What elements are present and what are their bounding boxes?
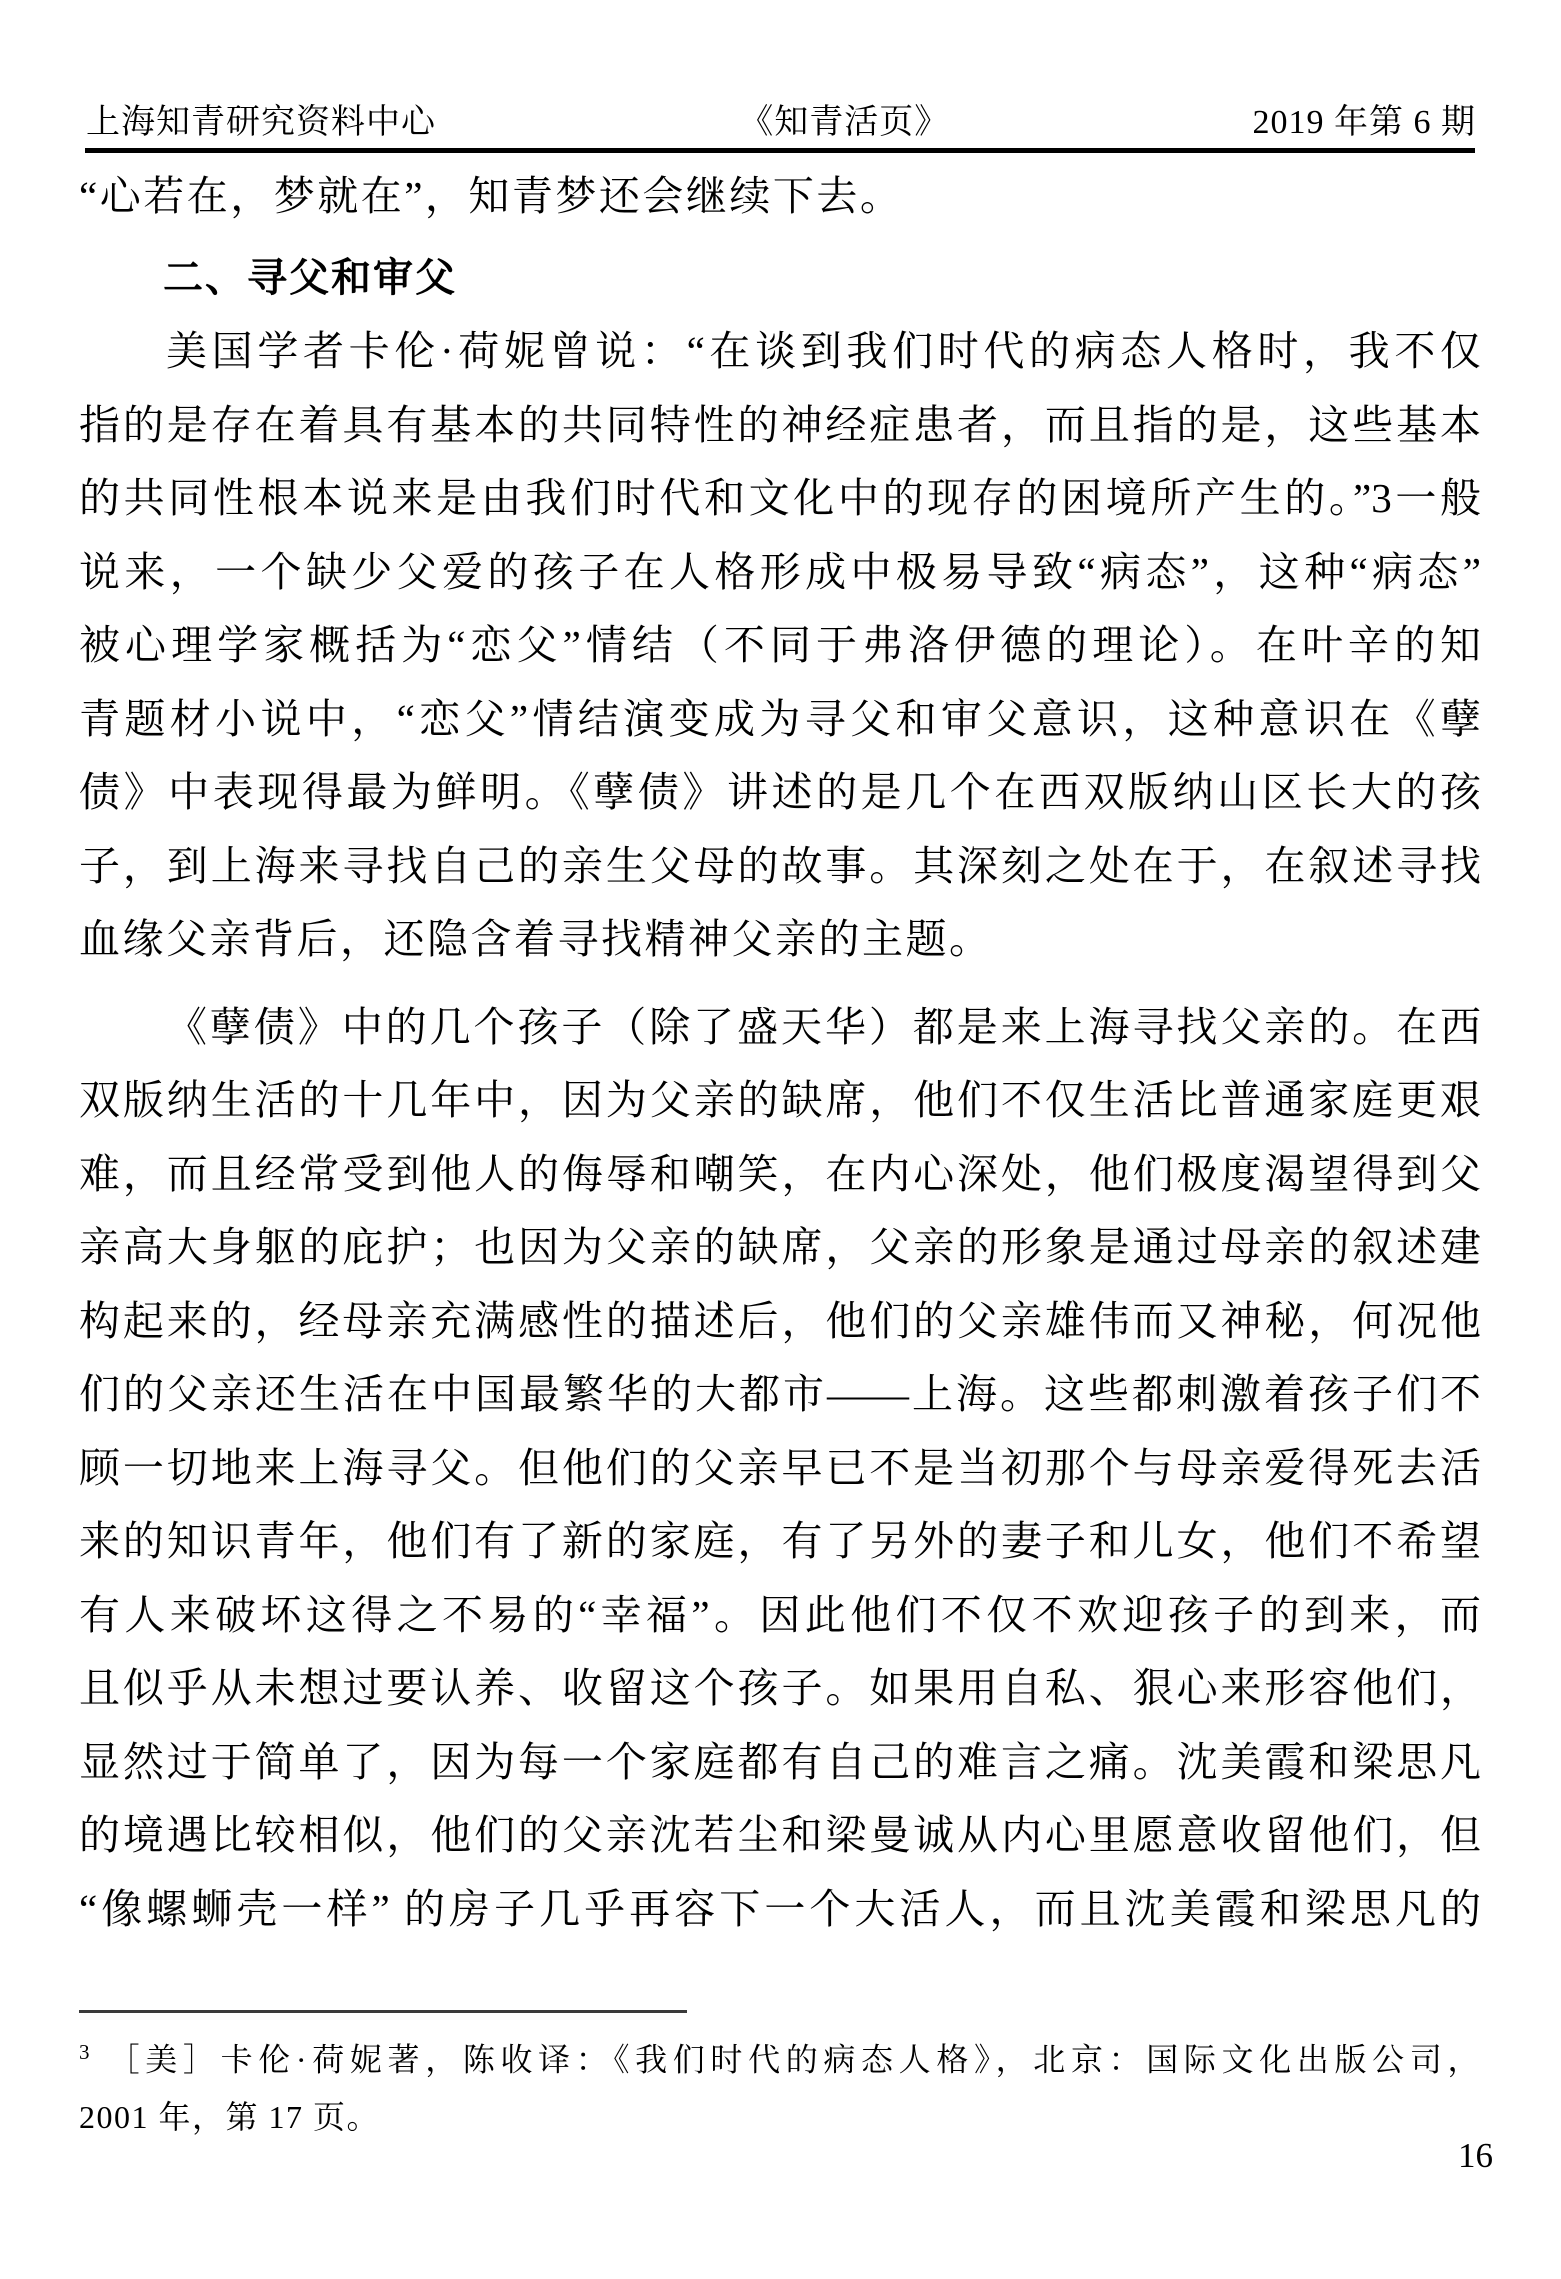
header-center-text: 《知青活页》: [739, 104, 950, 141]
footnote-marker: 3: [79, 2040, 90, 2064]
body-line: 美国学者卡伦·荷妮曾说：“在谈到我们时代的病态人格时，我不仅: [166, 328, 1481, 374]
body-line: 亲高大身躯的庇护；也因为父亲的缺席，父亲的形象是通过母亲的叙述建: [79, 1224, 1481, 1270]
body-line: 构起来的，经母亲充满感性的描述后，他们的父亲雄伟而又神秘，何况他: [79, 1297, 1481, 1344]
body-line: 子，到上海来寻找自己的亲生父母的故事。其深刻之处在于，在叙述寻找: [79, 842, 1481, 889]
footnote-line: [79, 2024, 1481, 2089]
body-line: 双版纳生活的十几年中，因为父亲的缺席，他们不仅生活比普通家庭更艰: [79, 1077, 1481, 1123]
body-line: 青题材小说中，“恋父”情结演变成为寻父和审父意识，这种意识在《孽: [79, 695, 1481, 742]
header-right-text: 2019 年第 6 期: [1252, 104, 1476, 141]
body-line: 顾一切地来上海寻父。但他们的父亲早已不是当初那个与母亲爱得死去活: [79, 1444, 1481, 1491]
body-line: 显然过于简单了，因为每一个家庭都有自己的难言之痛。沈美霞和梁思凡: [79, 1738, 1481, 1785]
footnote-divider: [79, 2010, 687, 2013]
body-line: 指的是存在着具有基本的共同特性的神经症患者，而且指的是，这些基本: [79, 401, 1481, 448]
body-line: 说来，一个缺少父爱的孩子在人格形成中极易导致“病态”，这种“病态”: [79, 548, 1481, 595]
body-line: 债》中表现得最为鲜明。《孽债》讲述的是几个在西双版纳山区长大的孩: [79, 769, 1481, 815]
body-line: 血缘父亲背后，还隐含着寻找精神父亲的主题。: [79, 916, 993, 962]
footnote-text: ［美］卡伦·荷妮著，陈收译：《我们时代的病态人格》，北京：国际文化出版公司，: [103, 2041, 1481, 2078]
body-line: “心若在，梦就在”，知青梦还会继续下去。: [79, 173, 904, 219]
footnote: [79, 2024, 1481, 2146]
footnote-line: 2001 年，第 17 页。: [79, 2098, 381, 2135]
page-header: [86, 94, 1476, 143]
header-divider: [85, 148, 1475, 153]
body-line: 来的知识青年，他们有了新的家庭，有了另外的妻子和儿女，他们不希望: [79, 1518, 1481, 1564]
body-line: 难，而且经常受到他人的侮辱和嘲笑，在内心深处，他们极度渴望得到父: [79, 1150, 1481, 1197]
body-line: 《孽债》中的几个孩子（除了盛天华）都是来上海寻找父亲的。在西: [166, 1003, 1481, 1050]
body-line: 被心理学家概括为“恋父”情结（不同于弗洛伊德的理论）。在叶辛的知: [79, 622, 1481, 668]
body-line: 们的父亲还生活在中国最繁华的大都市——上海。这些都刺激着孩子们不: [79, 1371, 1481, 1417]
body-line: 的共同性根本说来是由我们时代和文化中的现存的困境所产生的。”3一般: [79, 475, 1481, 521]
document-body: [79, 160, 1481, 1946]
body-line: “像螺蛳壳一样” 的房子几乎再容下一个大活人，而且沈美霞和梁思凡的: [79, 1885, 1481, 1932]
body-line: 的境遇比较相似，他们的父亲沈若尘和梁曼诚从内心里愿意收留他们，但: [79, 1812, 1481, 1858]
page-number: 16: [1458, 2136, 1493, 2175]
section-heading: 二、寻父和审父: [163, 255, 457, 300]
header-left-text: 上海知青研究资料中心: [86, 104, 436, 141]
body-line: 且似乎从未想过要认养、收留这个孩子。如果用自私、狠心来形容他们，: [79, 1665, 1481, 1711]
body-line: 有人来破坏这得之不易的“幸福”。因此他们不仅不欢迎孩子的到来，而: [79, 1591, 1481, 1638]
